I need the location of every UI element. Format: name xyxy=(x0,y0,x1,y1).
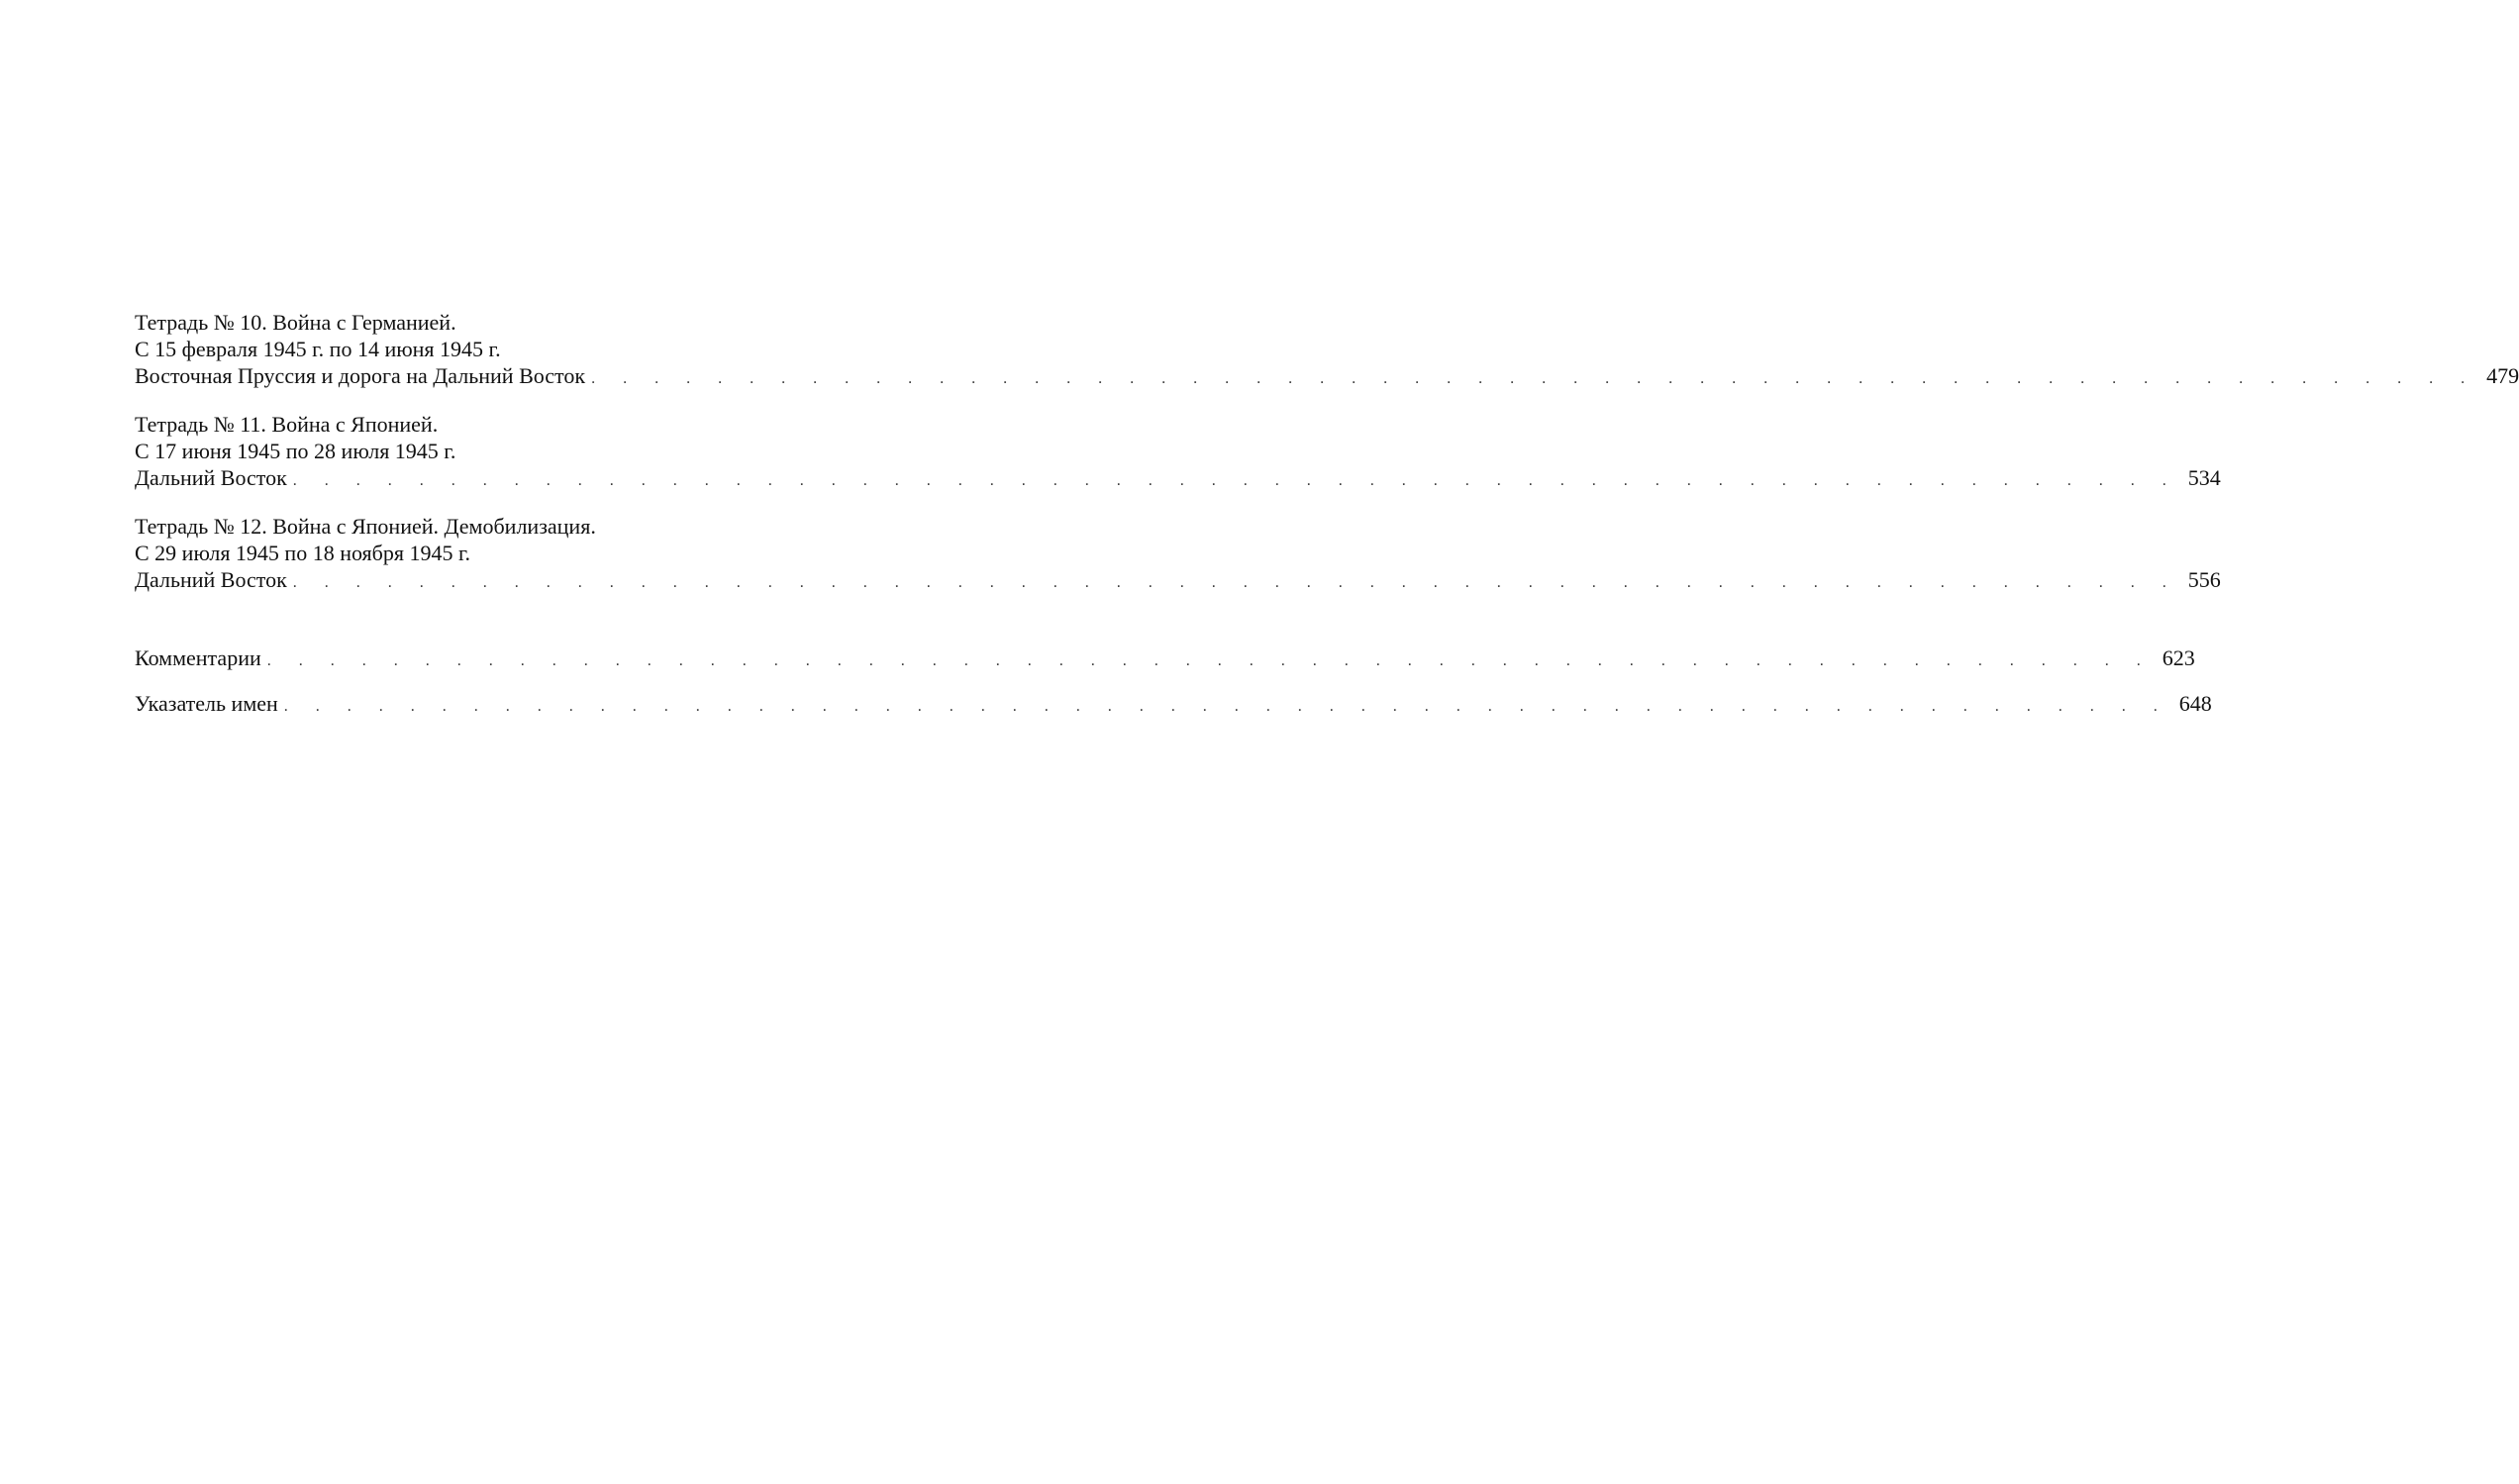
section-dates: С 15 февраля 1945 г. по 14 июня 1945 г. xyxy=(135,337,501,361)
toc-entry-page: 648 xyxy=(2178,691,2212,716)
dot-leader: . . . . . . . . . . . . . . . . . . . . . . . . . . . . . . . . . . . . . . . . . . . . . . . . . . . . . . . . . . . . xyxy=(292,574,2178,591)
toc-entry-page: 534 xyxy=(2187,465,2221,490)
dot-leader: . . . . . . . . . . . . . . . . . . . . . . . . . . . . . . . . . . . . . . . . . . . . . . . . . . . . . . . . . . . . xyxy=(591,370,2477,387)
toc-entry-title: Указатель имен xyxy=(135,691,278,716)
table-of-contents xyxy=(135,309,2519,736)
section-dates: С 17 июня 1945 по 28 июля 1945 г. xyxy=(135,439,456,463)
toc-entry-comments[interactable] xyxy=(135,644,2195,671)
toc-entry[interactable] xyxy=(135,362,2519,389)
dot-leader: . . . . . . . . . . . . . . . . . . . . . . . . . . . . . . . . . . . . . . . . . . . . . . . . . . . . . . . . . . . . xyxy=(292,472,2178,489)
toc-entry-page: 623 xyxy=(2162,645,2195,670)
section-dates: С 29 июля 1945 по 18 ноября 1945 г. xyxy=(135,541,471,565)
toc-entry-title: Восточная Пруссия и дорога на Дальний Восток xyxy=(135,363,586,388)
toc-entry-name-index[interactable] xyxy=(135,690,2212,717)
toc-entry-title: Комментарии xyxy=(135,645,261,670)
toc-entry-title: Дальний Восток xyxy=(135,567,287,592)
dot-leader: . . . . . . . . . . . . . . . . . . . . . . . . . . . . . . . . . . . . . . . . . . . . . . . . . . . . . . . . . . . . xyxy=(266,652,2153,669)
toc-entry[interactable] xyxy=(135,566,2221,593)
toc-section-notebook-10 xyxy=(135,309,2519,389)
toc-section-notebook-11 xyxy=(135,411,2221,491)
section-heading: Тетрадь № 10. Война с Германией. xyxy=(135,310,456,335)
dot-leader: . . . . . . . . . . . . . . . . . . . . . . . . . . . . . . . . . . . . . . . . . . . . . . . . . . . . . . . . . . . . xyxy=(283,698,2169,715)
toc-section-notebook-12 xyxy=(135,513,2221,593)
toc-entry-page: 479 xyxy=(2486,363,2519,388)
toc-entry[interactable] xyxy=(135,464,2221,491)
section-heading: Тетрадь № 11. Война с Японией. xyxy=(135,412,439,437)
toc-entry-page: 556 xyxy=(2187,567,2221,592)
section-spacer xyxy=(135,615,893,644)
section-heading: Тетрадь № 12. Война с Японией. Демобилизация. xyxy=(135,514,596,539)
toc-entry-title: Дальний Восток xyxy=(135,465,287,490)
